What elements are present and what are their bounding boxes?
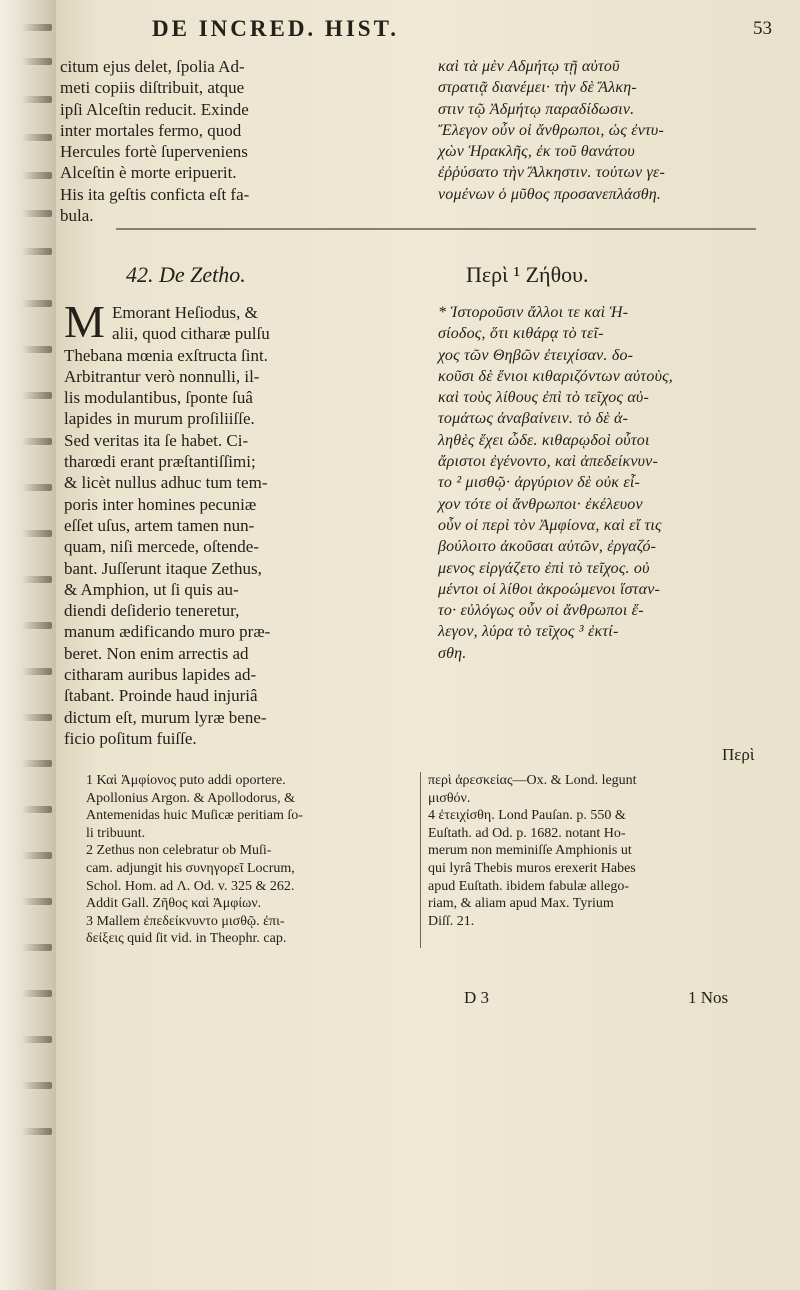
text-line: τομάτως ἀναβαίνειν. τὸ δὲ ἀ- bbox=[438, 410, 629, 428]
text-line: dictum eſt, murum lyræ bene- bbox=[64, 707, 267, 727]
footnote-line: li tribuunt. bbox=[86, 825, 146, 841]
lower-latin-text bbox=[64, 345, 270, 750]
footnote-line: Antemenidas huic Muſicæ peritiam ſo- bbox=[86, 808, 303, 824]
text-line: σθη. bbox=[438, 644, 467, 662]
footnote-column-rule bbox=[420, 772, 421, 948]
book-binding bbox=[0, 0, 56, 1290]
page-number: 53 bbox=[753, 18, 772, 39]
footnote-line: Diſſ. 21. bbox=[428, 913, 475, 929]
upper-greek-text bbox=[438, 56, 665, 205]
footnotes-right bbox=[428, 772, 637, 930]
footnote-line: qui lyrâ Thebis muros erexerit Habes bbox=[428, 860, 636, 876]
section-divider bbox=[116, 228, 756, 230]
text-line: Emorant Heſiodus, & bbox=[112, 303, 258, 322]
upper-latin-text bbox=[60, 56, 249, 226]
footnote-line: Schol. Hom. ad Λ. Od. v. 325 & 262. bbox=[86, 878, 295, 894]
footnote-line: 1 Καὶ Ἀμφίονος puto addi oportere. bbox=[86, 773, 286, 788]
footnote-line: merum non meminiſſe Amphionis ut bbox=[428, 843, 632, 859]
text-line: σίοδος, ὅτι κιθάρᾳ τὸ τεῖ- bbox=[438, 325, 604, 343]
text-line: meti copiis diſtribuit, atque bbox=[60, 78, 245, 98]
footnote-line: riam, & aliam apud Max. Tyrium bbox=[428, 896, 614, 912]
text-line: Ἔλεγον οὖν οἱ ἄνθρωποι, ὡς ἐντυ- bbox=[438, 121, 665, 139]
text-line: Hercules fortè ſuperveniens bbox=[60, 142, 248, 162]
text-line: μέντοι οἱ λίθοι ἀκροώμενοι ἵσταν- bbox=[438, 580, 661, 598]
text-line: ἄριστοι ἐγένοντο, καὶ ἀπεδείκνυν- bbox=[438, 453, 659, 471]
lower-greek-text bbox=[438, 302, 673, 664]
greek-catchword: Περὶ bbox=[722, 745, 755, 764]
footnote-line: μισθόν. bbox=[428, 790, 471, 806]
text-line: lis modulantibus, ſponte ſuâ bbox=[64, 388, 253, 408]
text-line: στιν τῷ Ἀδμήτῳ παραδίδωσιν. bbox=[438, 100, 635, 118]
text-line: manum ædificando muro præ- bbox=[64, 622, 271, 642]
latin-drop-cap: M bbox=[64, 296, 105, 347]
text-line: οὖν οἱ περὶ τὸν Ἀμφίονα, καὶ εἴ τις bbox=[438, 516, 662, 534]
footnote-line: 3 Mallem ἐπεδείκνυντο μισθῷ. ἐπι- bbox=[86, 913, 285, 929]
text-line: χὼν Ἡρακλῆς, ἐκ τοῦ θανάτου bbox=[438, 143, 635, 161]
signature-mark: D 3 bbox=[464, 988, 490, 1007]
footnote-line: Apollonius Argon. & Apollodorus, & bbox=[86, 790, 295, 806]
text-line: bula. bbox=[60, 206, 94, 226]
running-head bbox=[96, 16, 776, 46]
running-head-title: DE INCRED. HIST. bbox=[152, 16, 399, 41]
text-line: στρατιᾷ διανέμει· τὴν δὲ Ἄλκη- bbox=[438, 79, 637, 97]
text-line: κοῦσι δὲ ἔνιοι κιθαριζόντων αὐτοὺς, bbox=[438, 367, 673, 385]
text-line: ipſi Alceſtin reducit. Exinde bbox=[60, 99, 249, 119]
text-line: νομένων ὁ μῦθος προσανεπλάσθη. bbox=[438, 185, 662, 203]
text-line: & Amphion, ut ſi quis au- bbox=[64, 579, 239, 599]
text-line: quam, niſi mercede, oſtende- bbox=[64, 537, 259, 557]
text-line: βούλοιτο ἀκοῦσαι αὐτῶν, ἐργαζό- bbox=[438, 538, 657, 556]
footnote-line: 4 ἐτειχίσθη. Lond Pauſan. p. 550 & bbox=[428, 808, 626, 824]
text-line: lapides in murum proſiliiſſe. bbox=[64, 409, 255, 429]
lower-latin-text-indented bbox=[112, 302, 270, 345]
footnotes-left bbox=[86, 772, 303, 948]
text-line: poris inter homines pecuniæ bbox=[64, 494, 257, 514]
text-line: καὶ τοὺς λίθους ἐπὶ τὸ τεῖχος αὐ- bbox=[438, 389, 649, 407]
latin-section-heading: 42. De Zetho. bbox=[126, 262, 246, 287]
text-line: inter mortales fermo, quod bbox=[60, 120, 242, 140]
text-line: beret. Non enim arrectis ad bbox=[64, 643, 249, 663]
text-line: eſſet uſus, artem tamen nun- bbox=[64, 515, 255, 535]
footnote-line: cam. adjungit his συνηγορεῖ Locrum, bbox=[86, 860, 295, 876]
book-page bbox=[56, 0, 800, 1290]
text-line: bant. Juſſerunt itaque Zethus, bbox=[64, 558, 262, 578]
text-line: ſtabant. Proinde haud injuriâ bbox=[64, 686, 258, 706]
text-line: ficio poſitum fuiſſe. bbox=[64, 728, 197, 748]
text-line: ἐῤῥύσατο τὴν Ἄλκηστιν. τούτων γε- bbox=[438, 164, 666, 182]
text-line: Thebana mœnia exſtructa ſint. bbox=[64, 345, 268, 365]
text-line: καὶ τὰ μὲν Αδμήτῳ τῇ αὐτοῦ bbox=[438, 58, 620, 75]
text-line: * Ἱστοροῦσιν ἄλλοι τε καὶ Ἡ- bbox=[438, 304, 629, 321]
text-line: diendi deſiderio teneretur, bbox=[64, 601, 240, 621]
footnote-line: Euſtath. ad Od. p. 1682. notant Ho- bbox=[428, 825, 626, 841]
footnote-line: Addit Gall. Ζῆθος καὶ Ἀμφίων. bbox=[86, 896, 262, 912]
text-line: His ita geſtis conficta eſt fa- bbox=[60, 184, 250, 204]
footnote-line: 2 Zethus non celebratur ob Muſi- bbox=[86, 843, 272, 859]
text-line: & licèt nullus adhuc tum tem- bbox=[64, 473, 268, 493]
text-line: Sed veritas ita ſe habet. Ci- bbox=[64, 430, 249, 450]
text-line: alii, quod citharæ pulſu bbox=[112, 324, 270, 344]
footnote-line: δείξεις quid ſit vid. in Theophr. cap. bbox=[86, 931, 287, 947]
text-line: χος τῶν Θηβῶν ἐτειχίσαν. δο- bbox=[438, 346, 634, 364]
signature-catchword: 1 Nos bbox=[688, 988, 729, 1007]
text-line: citharam auribus lapides ad- bbox=[64, 665, 257, 685]
footnote-line: περὶ ἀρεσκείας—Ox. & Lond. legunt bbox=[428, 773, 637, 788]
greek-section-heading: Περὶ ¹ Ζήθου. bbox=[466, 262, 589, 287]
text-line: λεγον, λύρα τὸ τεῖχος ³ ἐκτί- bbox=[438, 623, 619, 641]
text-line: μενος εἰργάζετο ἐπὶ τὸ τεῖχος. οὐ bbox=[438, 559, 650, 577]
text-line: citum ejus delet, ſpolia Ad- bbox=[60, 57, 245, 76]
text-line: χον τότε οἱ ἄνθρωποι· ἐκέλευον bbox=[438, 495, 643, 513]
text-line: Arbitrantur verò nonnulli, il- bbox=[64, 366, 260, 386]
text-line: ληθὲς ἔχει ὧδε. κιθαρῳδοὶ οὗτοι bbox=[438, 431, 650, 449]
text-line: Alceſtin è morte eripuerit. bbox=[60, 163, 237, 183]
text-line: το· εὐλόγως οὖν οἱ ἄνθρωποι ἔ- bbox=[438, 602, 644, 620]
text-line: το ² μισθῷ· ἀργύριον δὲ οὐκ εἶ- bbox=[438, 474, 641, 492]
text-line: tharœdi erant præſtantiſſimi; bbox=[64, 452, 256, 472]
footnote-line: apud Euſtath. ibidem fabulæ allego- bbox=[428, 878, 630, 894]
